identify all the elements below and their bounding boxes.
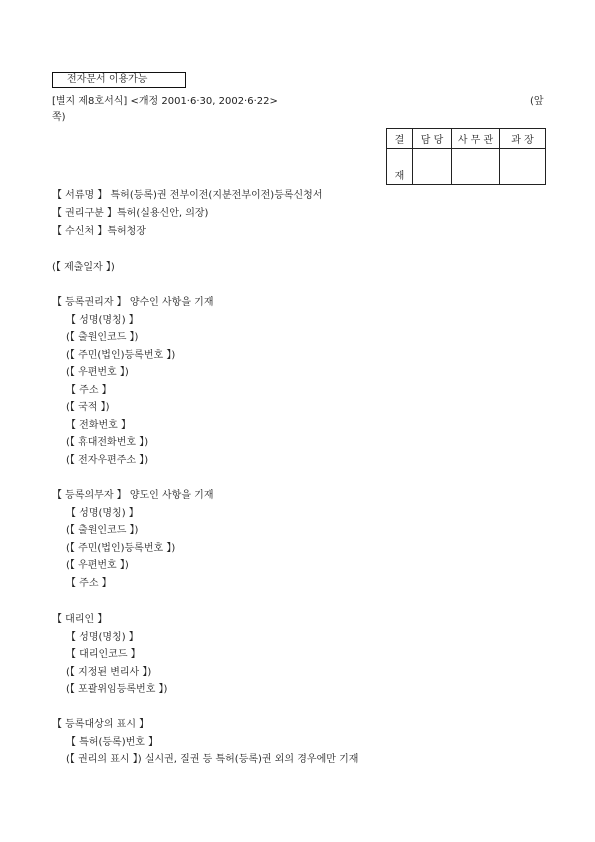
rights-holder-heading: 【 등록권리자 】 양수인 사항을 기재 bbox=[52, 297, 214, 308]
agent-patent-attorney: (【 지정된 변리사 】) bbox=[66, 667, 152, 678]
holder-mobile: (【 휴대전화번호 】) bbox=[66, 437, 149, 448]
holder-reg-number: (【 주민(법인)등록번호 】) bbox=[66, 350, 176, 361]
approval-header-staff: 담 당 bbox=[413, 129, 452, 149]
approval-label-bottom: 재 bbox=[387, 149, 413, 185]
holder-applicant-code: (【 출원인코드 】) bbox=[66, 332, 139, 343]
page-side-open: (앞 bbox=[530, 96, 544, 107]
obligor-name: 【 성명(명칭) 】 bbox=[66, 508, 139, 519]
approval-label-top: 결 bbox=[387, 129, 413, 149]
agent-heading: 【 대리인 】 bbox=[52, 614, 108, 625]
agent-power-of-attorney: (【 포괄위임등록번호 】) bbox=[66, 684, 168, 695]
obligor-reg-number: (【 주민(법인)등록번호 】) bbox=[66, 543, 176, 554]
approval-table bbox=[386, 128, 546, 185]
rights-indication: (【 권리의 표시 】) 실시권, 질권 등 특허(등록)권 외의 경우에만 기재 bbox=[66, 754, 359, 765]
obligor-heading: 【 등록의무자 】 양도인 사항을 기재 bbox=[52, 490, 214, 501]
agent-name: 【 성명(명칭) 】 bbox=[66, 632, 139, 643]
recipient-line: 【 수신처 】특허청장 bbox=[52, 226, 146, 237]
right-type-line: 【 권리구분 】특허(실용신안, 의장) bbox=[52, 208, 209, 219]
holder-nationality: (【 국적 】) bbox=[66, 402, 110, 413]
approval-header-officer: 사 무 관 bbox=[452, 129, 500, 149]
patent-number: 【 특허(등록)번호 】 bbox=[66, 737, 159, 748]
approval-sign-staff[interactable] bbox=[413, 149, 452, 185]
obligor-address: 【 주소 】 bbox=[66, 578, 112, 589]
holder-name: 【 성명(명칭) 】 bbox=[66, 315, 139, 326]
approval-header-chief: 과 장 bbox=[500, 129, 546, 149]
holder-address: 【 주소 】 bbox=[66, 385, 112, 396]
holder-email: (【 전자우편주소 】) bbox=[66, 455, 149, 466]
registration-target-heading: 【 등록대상의 표시 】 bbox=[52, 719, 150, 730]
electronic-document-badge: 전자문서 이용가능 bbox=[52, 72, 186, 88]
form-reference: [별지 제8호서식] <개정 2001·6·30, 2002·6·22> bbox=[52, 96, 278, 107]
holder-postal-code: (【 우편번호 】) bbox=[66, 367, 129, 378]
page-side-close: 쪽) bbox=[52, 112, 66, 123]
agent-code: 【 대리인코드 】 bbox=[66, 649, 141, 660]
doc-title-line: 【 서류명 】 특허(등록)권 전부이전(지분전부이전)등록신청서 bbox=[52, 190, 323, 201]
approval-sign-officer[interactable] bbox=[452, 149, 500, 185]
obligor-postal-code: (【 우편번호 】) bbox=[66, 560, 129, 571]
holder-phone: 【 전화번호 】 bbox=[66, 420, 131, 431]
approval-sign-chief[interactable] bbox=[500, 149, 546, 185]
submit-date-line: (【 제출일자 】) bbox=[52, 262, 115, 273]
obligor-applicant-code: (【 출원인코드 】) bbox=[66, 525, 139, 536]
